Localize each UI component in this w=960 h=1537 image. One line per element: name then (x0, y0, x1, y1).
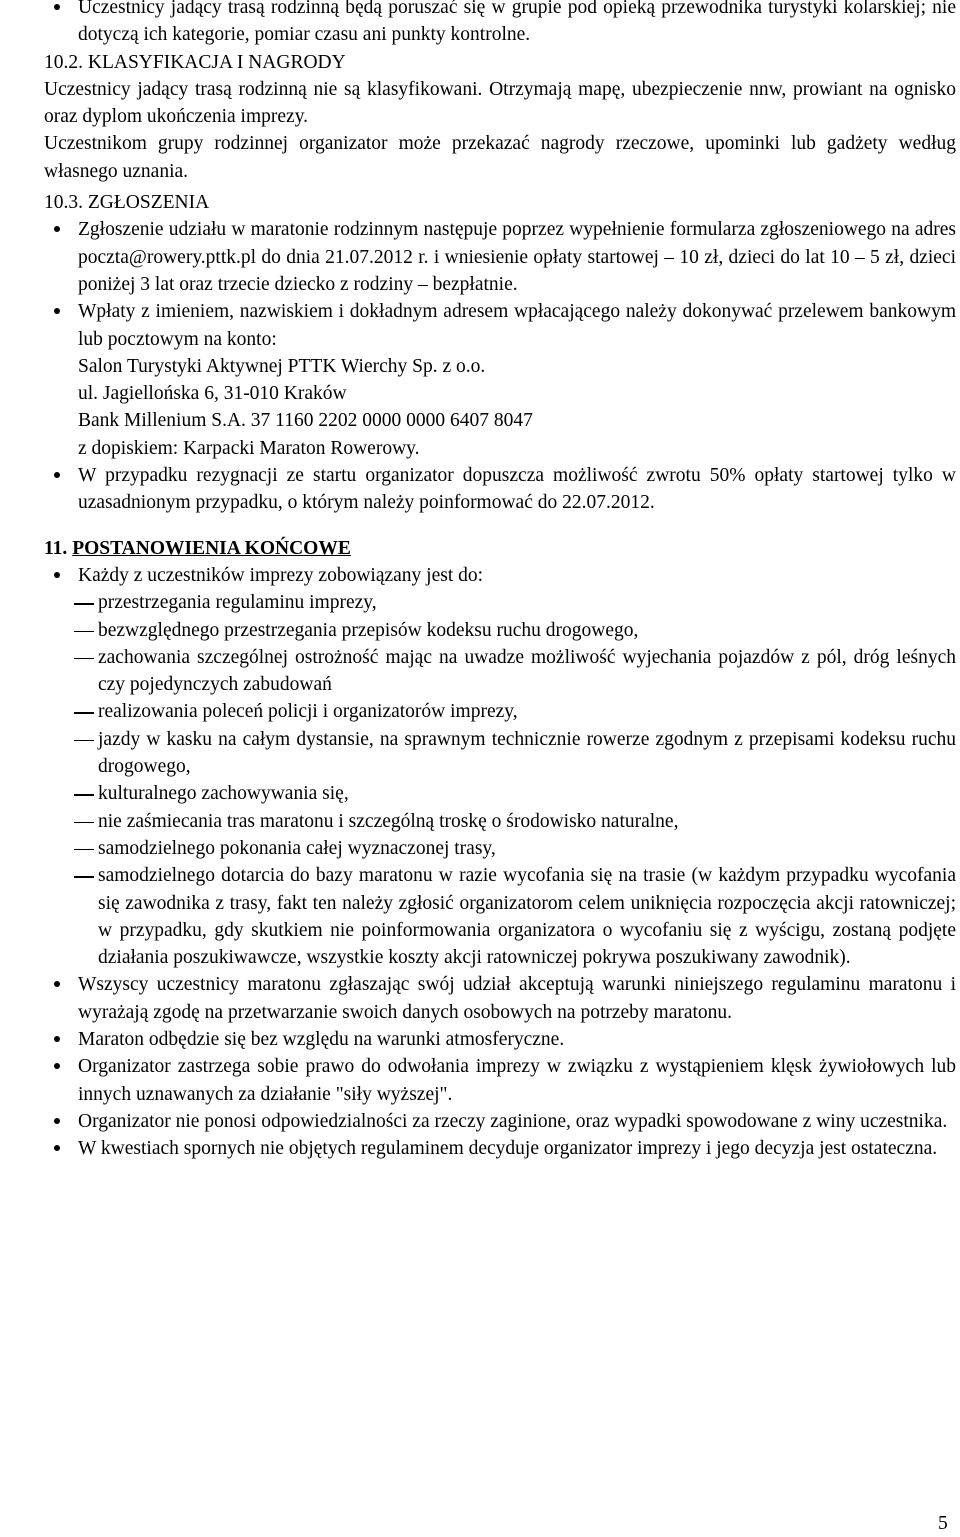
final-provision-bullet: Organizator zastrzega sobie prawo do odwołania imprezy w związku z wystąpieniem klęsk żywiołowych lub innych uznawanych za działanie "siły wyższej". (44, 1053, 956, 1108)
section-11-heading (44, 535, 956, 562)
prizes-paragraph: Uczestnikom grupy rodzinnej organizator może przekazać nagrody rzeczowe, upominki lub gadżety według własnego uznania. (44, 133, 956, 182)
final-provision-bullet: Maraton odbędzie się bez względu na warunki atmosferyczne. (44, 1026, 956, 1053)
bank-account-details (44, 353, 956, 462)
obligation-item: zachowania szczególnej ostrożność mając na uwadze możliwość wyjechania pojazdów z pól, dróg leśnych czy pojedynczych zabudowań (44, 644, 956, 699)
refund-bullet: W przypadku rezygnacji ze startu organizator dopuszcza możliwość zwrotu 50% opłaty startowej tylko w uzasadnionym przypadku, o którym należy poinformować do 22.07.2012. (44, 462, 956, 517)
final-provision-bullet: Organizator nie ponosi odpowiedzialności za rzeczy zaginione, oraz wypadki spowodowane z winy uczestnika. (44, 1108, 956, 1135)
registration-bullet: Zgłoszenie udziału w maratonie rodzinnym następuje poprzez wypełnienie formularza zgłoszeniowego na adres poczta@rowery.pttk.pl do dnia 21.07.2012 r. i wniesienie opłaty startowej – 10 zł, dzieci do lat 10 – 5 zł, dzieci poniżej 3 lat oraz trzecie dziecko z rodziny – bezpłatnie. (44, 216, 956, 298)
obligation-item: realizowania poleceń policji i organizatorów imprezy, (44, 698, 956, 725)
obligations-intro: Każdy z uczestników imprezy zobowiązany jest do: (44, 562, 956, 589)
final-provision-bullet: W kwestiach spornych nie objętych regulaminem decyduje organizator imprezy i jego decyzja jest ostateczna. (44, 1135, 956, 1162)
document-page (44, 0, 956, 1162)
obligation-item: bezwzględnego przestrzegania przepisów kodeksu ruchu drogowego, (44, 617, 956, 644)
obligation-item: samodzielnego pokonania całej wyznaczonej trasy, (44, 835, 956, 862)
section-10-3-heading: 10.3. ZGŁOSZENIA (44, 192, 210, 214)
family-route-guide-bullet: Uczestnicy jadący trasą rodzinną będą poruszać się w grupie pod opieką przewodnika turystyki kolarskiej; nie dotyczą ich kategorie, pomiar czasu ani punkty kontrolne. (44, 0, 956, 49)
account-address: ul. Jagiellońska 6, 31-010 Kraków (78, 383, 347, 405)
obligation-item: nie zaśmiecania tras maratonu i szczególną troskę o środowisko naturalne, (44, 808, 956, 835)
obligation-item: samodzielnego dotarcia do bazy maratonu w razie wycofania się na trasie (w każdym przypadku wycofania się zawodnika z trasy, fakt ten należy zgłosić organizatorom celem uniknięcia rozpoczęcia akcji ratowniczej; w przypadku, gdy skutkiem nie poinformowania organizatora o wycofaniu się z wyścigu, zostaną podjęte działania poszukiwawcze, wszystkie koszty akcji ratowniczej pokrywa poszukiwany zawodnik). (44, 862, 956, 971)
page-number: 5 (938, 1513, 948, 1534)
final-provision-bullet: Wszyscy uczestnicy maratonu zgłaszając swój udział akceptują warunki niniejszego regulaminu maratonu i wyrażają zgodę na przetwarzanie swoich danych osobowych na potrzeby maratonu. (44, 971, 956, 1026)
account-number: Bank Millenium S.A. 37 1160 2202 0000 0000 6407 8047 (78, 410, 533, 432)
obligation-item: jazdy w kasku na całym dystansie, na sprawnym technicznie rowerze zgodnym z przepisami kodeksu ruchu drogowego, (44, 726, 956, 781)
obligation-item: przestrzegania regulaminu imprezy, (44, 589, 956, 616)
account-reference: z dopiskiem: Karpacki Maraton Rowerowy. (78, 437, 420, 459)
section-10-2-heading: 10.2. KLASYFIKACJA I NAGRODY (44, 51, 346, 73)
section-11-number: 11. (44, 537, 68, 559)
section-11-title: POSTANOWIENIA KOŃCOWE (72, 537, 351, 559)
payment-bullet: Wpłaty z imieniem, nazwiskiem i dokładnym adresem wpłacającego należy dokonywać przelewem bankowym lub pocztowym na konto: (44, 298, 956, 353)
classification-paragraph: Uczestnicy jadący trasą rodzinną nie są klasyfikowani. Otrzymają mapę, ubezpieczenie nnw, prowiant na ognisko oraz dyplom ukończenia imprezy. (44, 78, 956, 128)
obligation-item: kulturalnego zachowywania się, (44, 780, 956, 807)
account-holder: Salon Turystyki Aktywnej PTTK Wierchy Sp. z o.o. (78, 355, 486, 377)
